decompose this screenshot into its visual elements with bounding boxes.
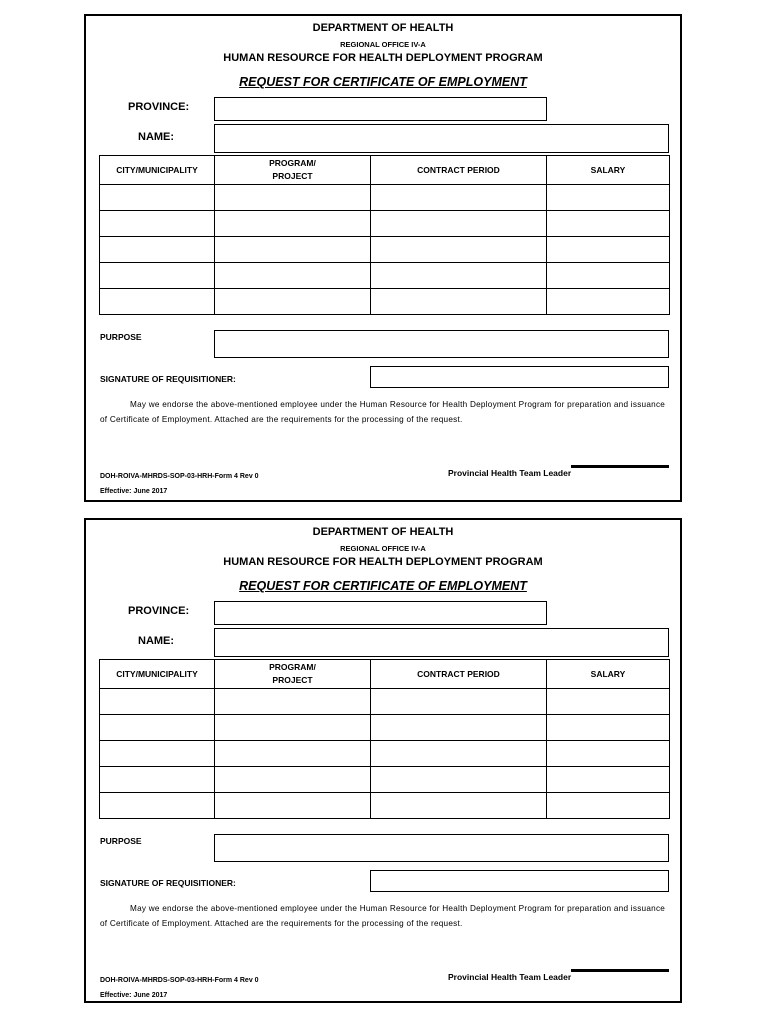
name-field[interactable] — [214, 124, 669, 153]
table-cell[interactable] — [100, 715, 215, 741]
header-contract-period: CONTRACT PERIOD — [371, 156, 547, 185]
province-field[interactable] — [214, 601, 547, 625]
regional-office-heading: REGIONAL OFFICE IV-A — [340, 40, 426, 49]
employment-table — [99, 155, 670, 315]
form-code: DOH-ROIVA-MHRDS-SOP-03-HRH-Form 4 Rev 0 — [100, 977, 259, 984]
department-heading: DEPARTMENT OF HEALTH — [312, 526, 454, 538]
table-cell[interactable] — [215, 289, 371, 315]
effective-date: Effective: June 2017 — [100, 992, 168, 999]
table-cell[interactable] — [547, 741, 670, 767]
header-city-municipality: CITY/MUNICIPALITY — [100, 156, 215, 185]
table-cell[interactable] — [100, 741, 215, 767]
employment-table — [99, 659, 670, 819]
table-row — [100, 237, 670, 263]
header-salary: SALARY — [547, 156, 670, 185]
table-cell[interactable] — [547, 185, 670, 211]
endorsement-text: May we endorse the above-mentioned employee under the Human Resource for Health Deployment Program for preparation and issuance of Certificate of Employment. Attached are the requirements for the processing of the request. — [100, 400, 666, 424]
table-cell[interactable] — [547, 715, 670, 741]
table-row — [100, 211, 670, 237]
program-heading: HUMAN RESOURCE FOR HEALTH DEPLOYMENT PROGRAM — [223, 52, 543, 64]
table-row — [100, 767, 670, 793]
signature-label: SIGNATURE OF REQUISITIONER: — [100, 878, 236, 888]
table-cell[interactable] — [547, 211, 670, 237]
table-cell[interactable] — [215, 689, 371, 715]
header-city-municipality: CITY/MUNICIPALITY — [100, 660, 215, 689]
table-cell[interactable] — [547, 767, 670, 793]
table-cell[interactable] — [215, 263, 371, 289]
table-cell[interactable] — [215, 185, 371, 211]
header-program-project: PROGRAM/ PROJECT — [215, 156, 371, 185]
table-cell[interactable] — [100, 185, 215, 211]
name-label: NAME: — [138, 635, 175, 647]
header-program-project: PROGRAM/ PROJECT — [215, 660, 371, 689]
table-cell[interactable] — [100, 263, 215, 289]
table-cell[interactable] — [100, 211, 215, 237]
table-cell[interactable] — [371, 263, 547, 289]
table-cell[interactable] — [215, 741, 371, 767]
table-cell[interactable] — [547, 263, 670, 289]
table-cell[interactable] — [371, 793, 547, 819]
signature-field[interactable] — [370, 870, 669, 892]
form-title: REQUEST FOR CERTIFICATE OF EMPLOYMENT — [239, 75, 527, 89]
endorsement-text: May we endorse the above-mentioned employee under the Human Resource for Health Deployment Program for preparation and issuance of Certificate of Employment. Attached are the requirements for the processing of the request. — [100, 904, 666, 928]
program-heading: HUMAN RESOURCE FOR HEALTH DEPLOYMENT PROGRAM — [223, 556, 543, 568]
table-cell[interactable] — [215, 211, 371, 237]
header-contract-period: CONTRACT PERIOD — [371, 660, 547, 689]
table-cell[interactable] — [100, 793, 215, 819]
name-label: NAME: — [138, 131, 175, 143]
table-cell[interactable] — [371, 715, 547, 741]
table-cell[interactable] — [100, 767, 215, 793]
table-cell[interactable] — [371, 237, 547, 263]
table-row — [100, 689, 670, 715]
table-row — [100, 715, 670, 741]
table-cell[interactable] — [100, 689, 215, 715]
purpose-label: PURPOSE — [100, 332, 142, 342]
table-row — [100, 289, 670, 315]
province-label: PROVINCE: — [128, 101, 190, 113]
table-cell[interactable] — [371, 741, 547, 767]
regional-office-heading: REGIONAL OFFICE IV-A — [340, 544, 426, 553]
table-cell[interactable] — [371, 767, 547, 793]
table-cell[interactable] — [547, 237, 670, 263]
table-cell[interactable] — [215, 715, 371, 741]
effective-date: Effective: June 2017 — [100, 488, 168, 495]
purpose-field[interactable] — [214, 330, 669, 358]
signatory-label: Provincial Health Team Leader — [448, 972, 572, 982]
purpose-label: PURPOSE — [100, 836, 142, 846]
table-cell[interactable] — [215, 237, 371, 263]
table-cell[interactable] — [371, 689, 547, 715]
signature-line — [571, 465, 669, 468]
table-row — [100, 185, 670, 211]
table-row — [100, 793, 670, 819]
form-copy-1 — [84, 14, 682, 502]
department-heading: DEPARTMENT OF HEALTH — [312, 22, 454, 34]
province-field[interactable] — [214, 97, 547, 121]
form-title: REQUEST FOR CERTIFICATE OF EMPLOYMENT — [239, 579, 527, 593]
table-cell[interactable] — [547, 689, 670, 715]
table-cell[interactable] — [371, 211, 547, 237]
signatory-label: Provincial Health Team Leader — [448, 468, 572, 478]
table-row — [100, 263, 670, 289]
header-salary: SALARY — [547, 660, 670, 689]
form-code: DOH-ROIVA-MHRDS-SOP-03-HRH-Form 4 Rev 0 — [100, 473, 259, 480]
form-copy-2 — [84, 518, 682, 1003]
table-cell[interactable] — [215, 793, 371, 819]
table-cell[interactable] — [100, 289, 215, 315]
signature-label: SIGNATURE OF REQUISITIONER: — [100, 374, 236, 384]
province-label: PROVINCE: — [128, 605, 190, 617]
table-cell[interactable] — [371, 185, 547, 211]
table-row — [100, 741, 670, 767]
table-cell[interactable] — [371, 289, 547, 315]
table-cell[interactable] — [547, 289, 670, 315]
signature-field[interactable] — [370, 366, 669, 388]
table-cell[interactable] — [100, 237, 215, 263]
name-field[interactable] — [214, 628, 669, 657]
signature-line — [571, 969, 669, 972]
table-cell[interactable] — [547, 793, 670, 819]
table-cell[interactable] — [215, 767, 371, 793]
purpose-field[interactable] — [214, 834, 669, 862]
